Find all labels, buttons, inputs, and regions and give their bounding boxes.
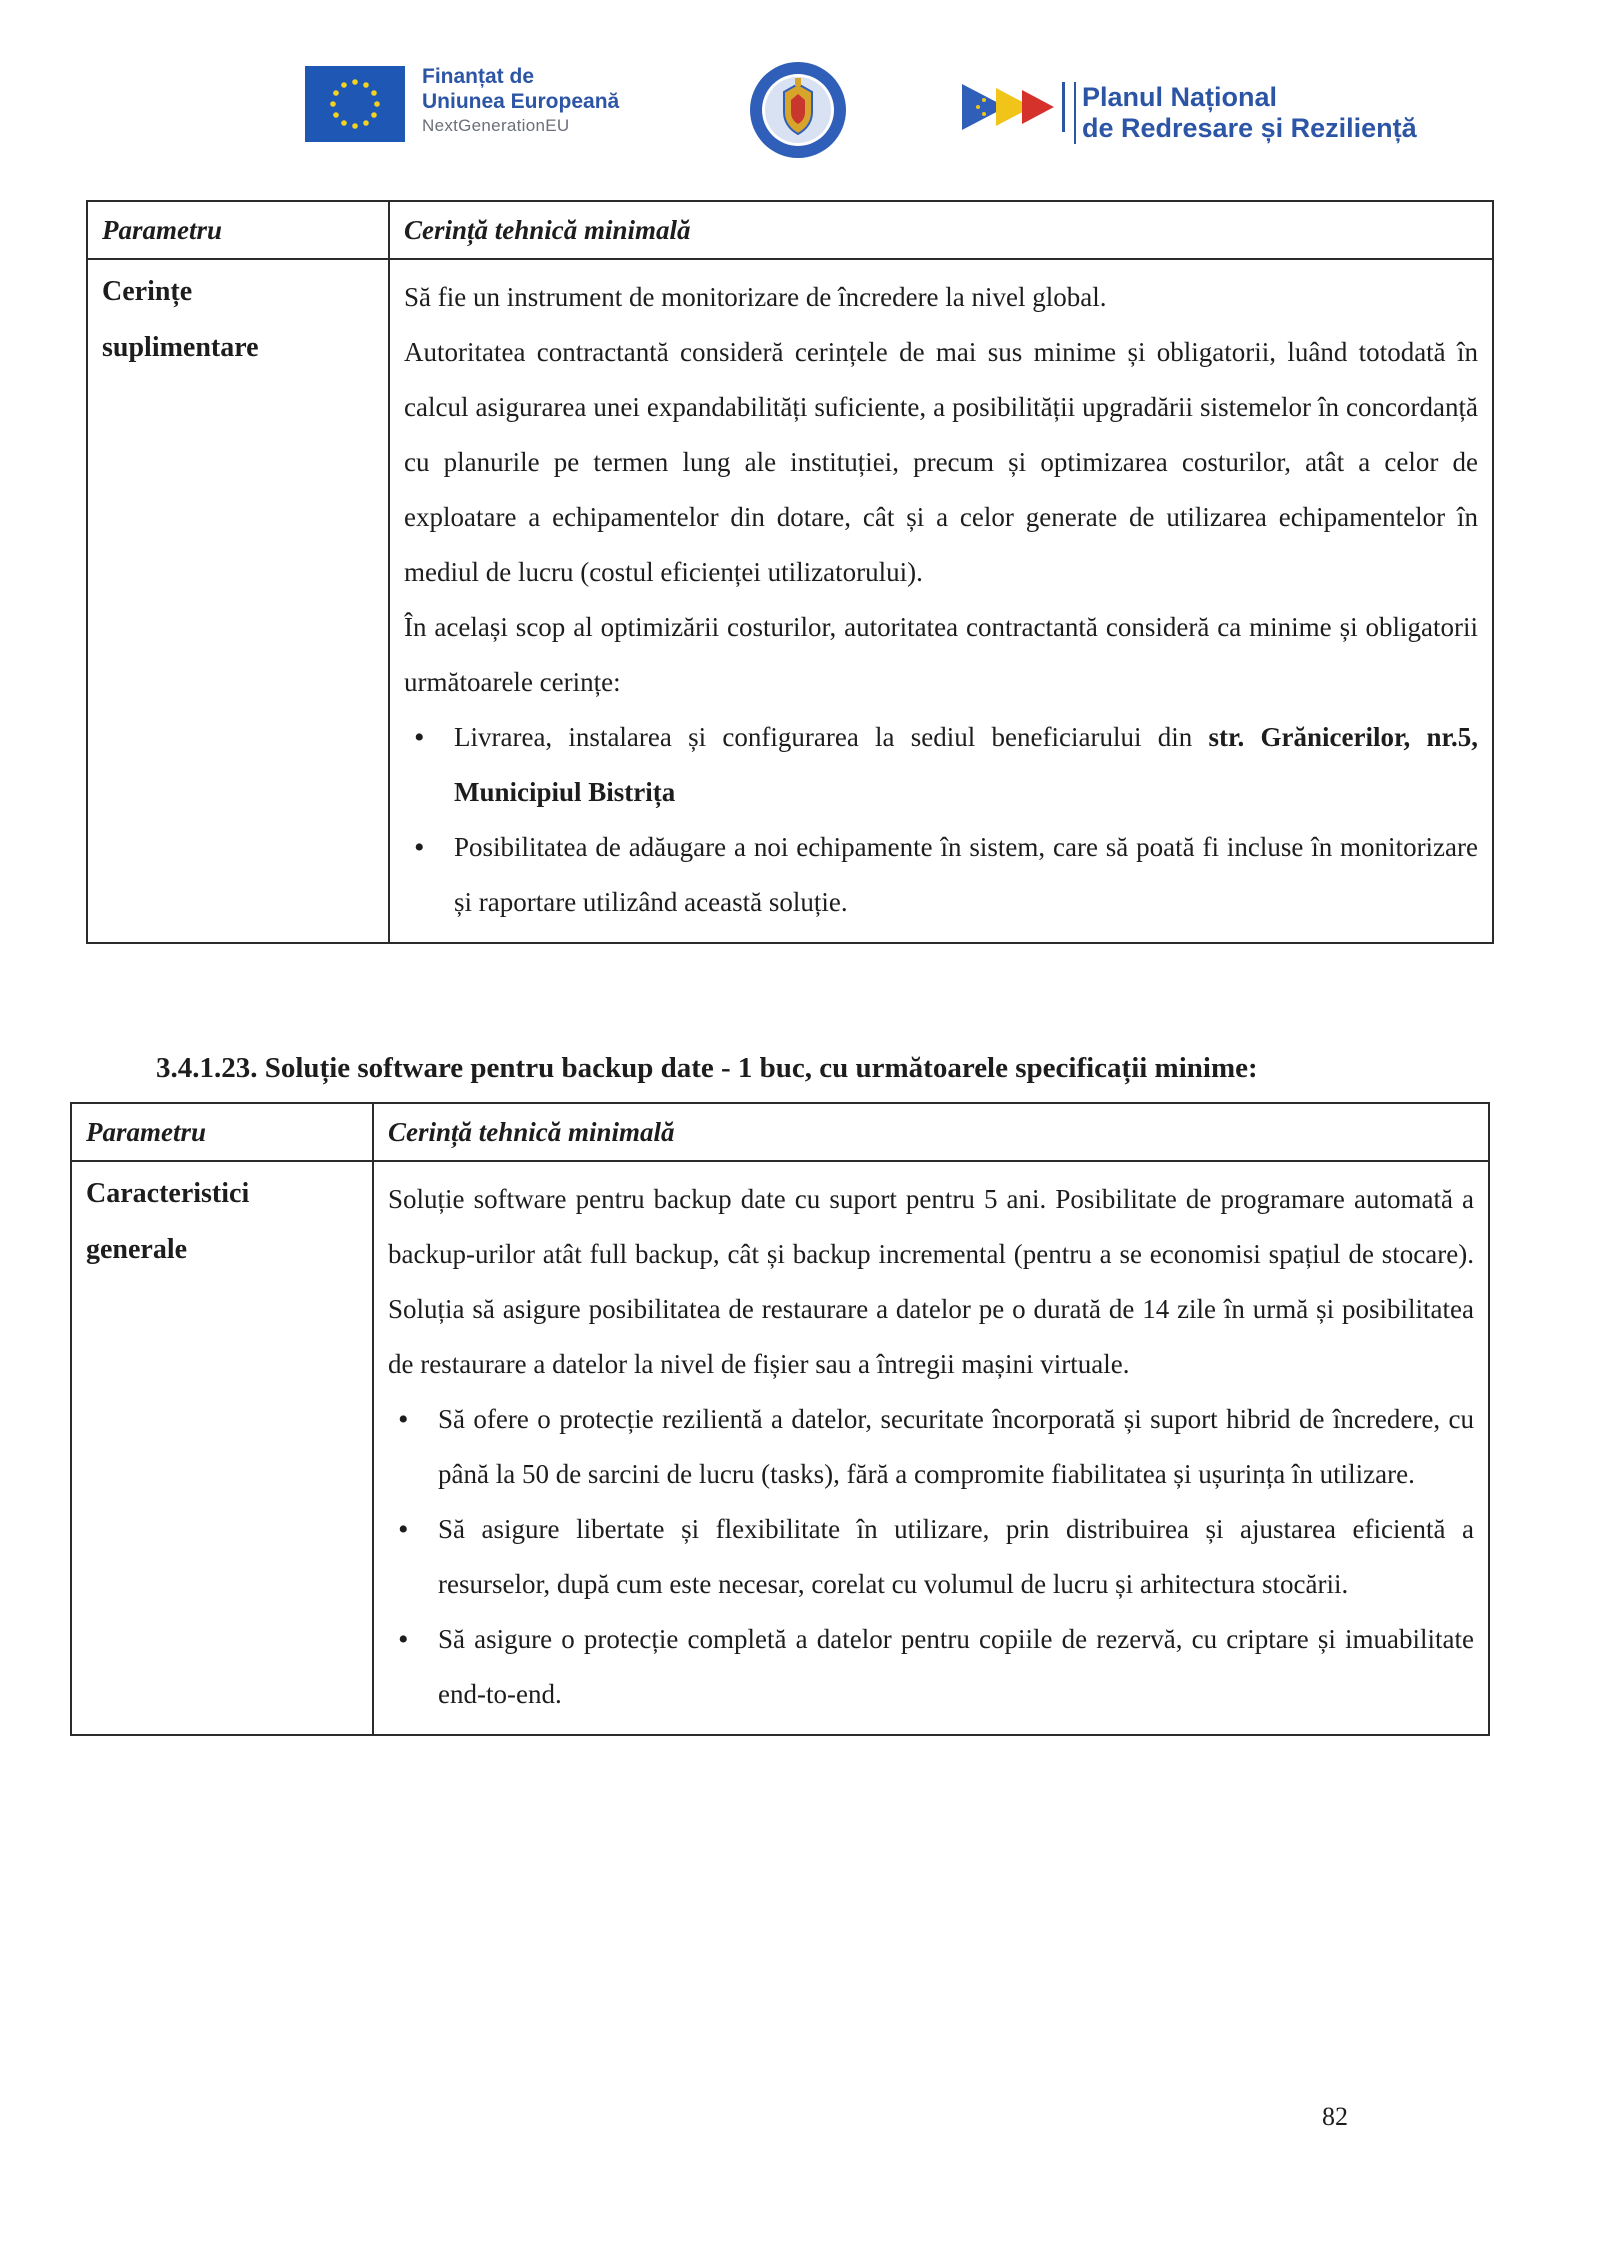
- bullet-text: Livrarea, instalarea și configurarea la sediul beneficiarului din: [454, 722, 1209, 752]
- section-heading: 3.4.1.23. Soluție software pentru backup date - 1 buc, cu următoarele specificații minime:: [156, 1052, 1258, 1084]
- eu-funding-label: [422, 64, 619, 138]
- pnrr-label: [1074, 82, 1417, 144]
- requirement-bullet-list: [388, 1392, 1474, 1722]
- column-header-requirement: Cerință tehnică minimală: [373, 1103, 1489, 1161]
- requirement-bullet-list: [404, 710, 1478, 930]
- requirement-cell: [389, 259, 1493, 943]
- table-row: [87, 259, 1493, 943]
- parameter-line2: generale: [86, 1234, 188, 1265]
- pnrr-text-line2: de Redresare și Reziliență: [1082, 113, 1417, 143]
- romanian-government-seal-icon: [748, 60, 848, 160]
- parameter-cell: [71, 1161, 373, 1735]
- column-header-requirement: Cerință tehnică minimală: [389, 201, 1493, 259]
- parameter-line1: Cerințe: [102, 276, 193, 307]
- table-row: [71, 1161, 1489, 1735]
- requirement-cell: [373, 1161, 1489, 1735]
- list-item: • Să asigure libertate și flexibilitate în utilizare, prin distribuirea și ajustarea eficientă a resurselor, după cum este necesar, corelat cu volumul de lucru și arhitectura stocării.: [388, 1502, 1474, 1612]
- parameter-line1: Caracteristici: [86, 1178, 250, 1209]
- requirement-paragraph: Să fie un instrument de monitorizare de încredere la nivel global.: [404, 282, 1107, 312]
- page-header: [0, 0, 1600, 160]
- eu-text-line3: NextGenerationEU: [422, 116, 570, 135]
- column-header-parameter: Parametru: [87, 201, 389, 259]
- parameter-line2: suplimentare: [102, 332, 259, 363]
- table-header-row: [87, 201, 1493, 259]
- requirements-table-2: [70, 1102, 1490, 1736]
- eu-text-line2: Uniunea Europeană: [422, 90, 620, 113]
- list-item: [404, 710, 1478, 820]
- requirements-table-1: [86, 200, 1494, 944]
- eu-flag-icon: [305, 66, 405, 142]
- pnrr-text-line1: Planul Național: [1082, 82, 1278, 112]
- page-number: 82: [1322, 2102, 1348, 2131]
- column-header-parameter: Parametru: [71, 1103, 373, 1161]
- requirement-paragraph: În același scop al optimizării costurilor, autoritatea contractantă consideră ca minime și obligatorii următoarele cerințe:: [404, 612, 1478, 697]
- delivery-address: str. Grănicerilor, nr.5, Municipiul Bistrița: [454, 722, 1478, 807]
- requirement-paragraph: Autoritatea contractantă consideră cerințele de mai sus minime și obligatorii, luând totodată în calcul asigurarea unei expandabilități suficiente, a posibilității upgradării sistemelor în concordanță cu planurile pe termen lung ale instituției, precum și optimizarea costurilor, atât a celor de exploatare a echipamentelor din dotare, cât și a celor generate de utilizarea echipamentelor în mediul de lucru (costul eficienței utilizatorului).: [404, 337, 1478, 587]
- list-item: • Să ofere o protecție rezilientă a datelor, securitate încorporată și suport hibrid de încredere, cu până la 50 de sarcini de lucru (tasks), fără a compromite fiabilitatea și ușurința în utilizare.: [388, 1392, 1474, 1502]
- list-item: • Să asigure o protecție completă a datelor pentru copiile de rezervă, cu criptare și imuabilitate end-to-end.: [388, 1612, 1474, 1722]
- eu-text-line1: Finanțat de: [422, 65, 535, 88]
- parameter-cell: [87, 259, 389, 943]
- requirement-paragraph: Soluție software pentru backup date cu suport pentru 5 ani. Posibilitate de programare automată a backup-urilor atât full backup, cât și backup incremental (pentru a se economisi spațiul de stocare). Soluția să asigure posibilitatea de restaurare a datelor pe o durată de 14 zile în urmă și posibilitatea de restaurare a datelor la nivel de fișier sau a întregii mașini virtuale.: [388, 1184, 1474, 1379]
- list-item: • Posibilitatea de adăugare a noi echipamente în sistem, care să poată fi incluse în monitorizare și raportare utilizând această soluție.: [404, 820, 1478, 930]
- table-header-row: [71, 1103, 1489, 1161]
- pnrr-logo-icon: [962, 78, 1070, 136]
